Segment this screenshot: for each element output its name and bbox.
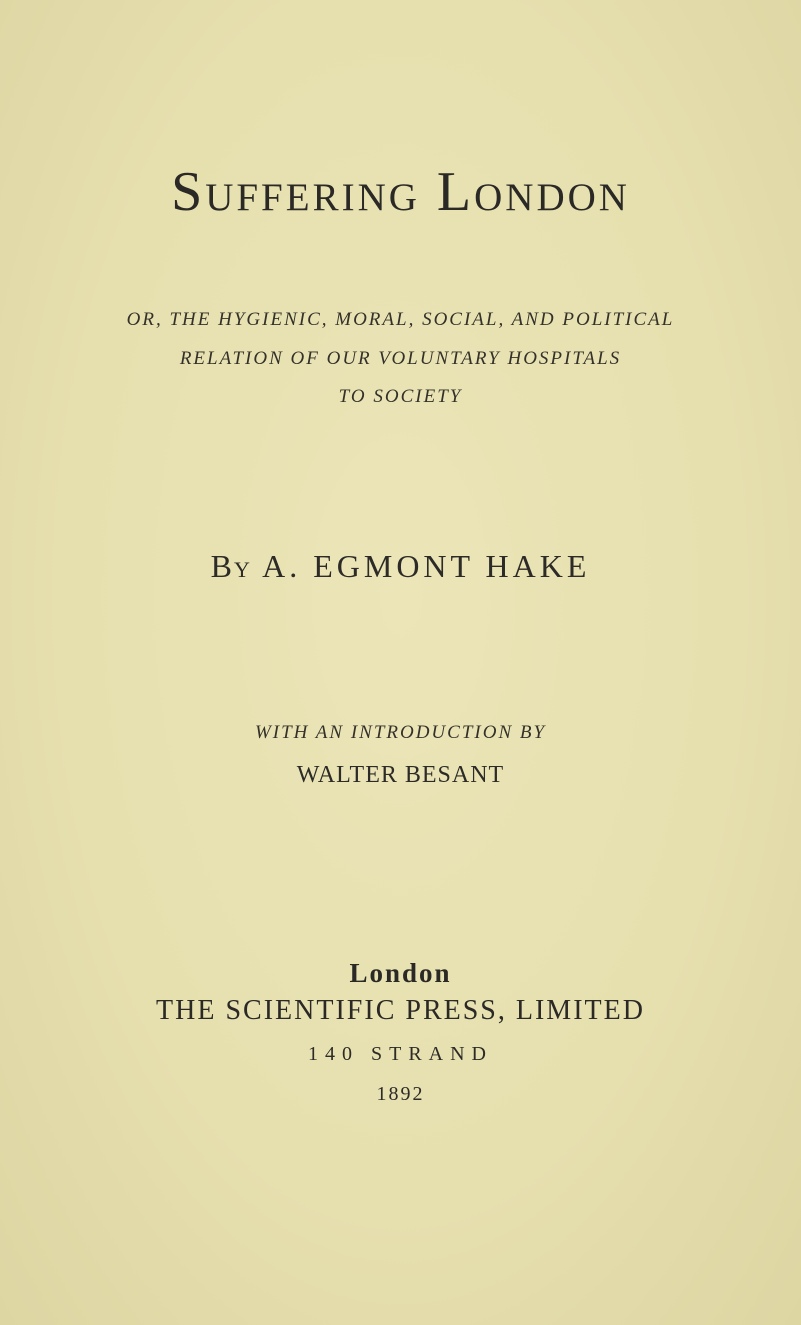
imprint-year: 1892 [376, 1083, 425, 1105]
author-line [0, 548, 801, 585]
subtitle-line-3: TO SOCIETY [338, 386, 463, 407]
imprint-place: London [349, 958, 452, 988]
subtitle-line-2: RELATION OF OUR VOLUNTARY HOSPITALS [179, 348, 622, 369]
book-title: Suffering London [171, 161, 630, 223]
subtitle-line-1: OR, THE HYGIENIC, MORAL, SOCIAL, AND POLITICAL [126, 309, 675, 330]
introduction-label: WITH AN INTRODUCTION BY [254, 722, 547, 743]
introducer-name: WALTER BESANT [296, 762, 505, 788]
author-name: A. EGMONT HAKE [262, 548, 591, 584]
imprint-address: 140 STRAND [307, 1043, 493, 1065]
author-by: By [210, 548, 252, 584]
imprint-publisher: THE SCIENTIFIC PRESS, LIMITED [156, 995, 645, 1026]
